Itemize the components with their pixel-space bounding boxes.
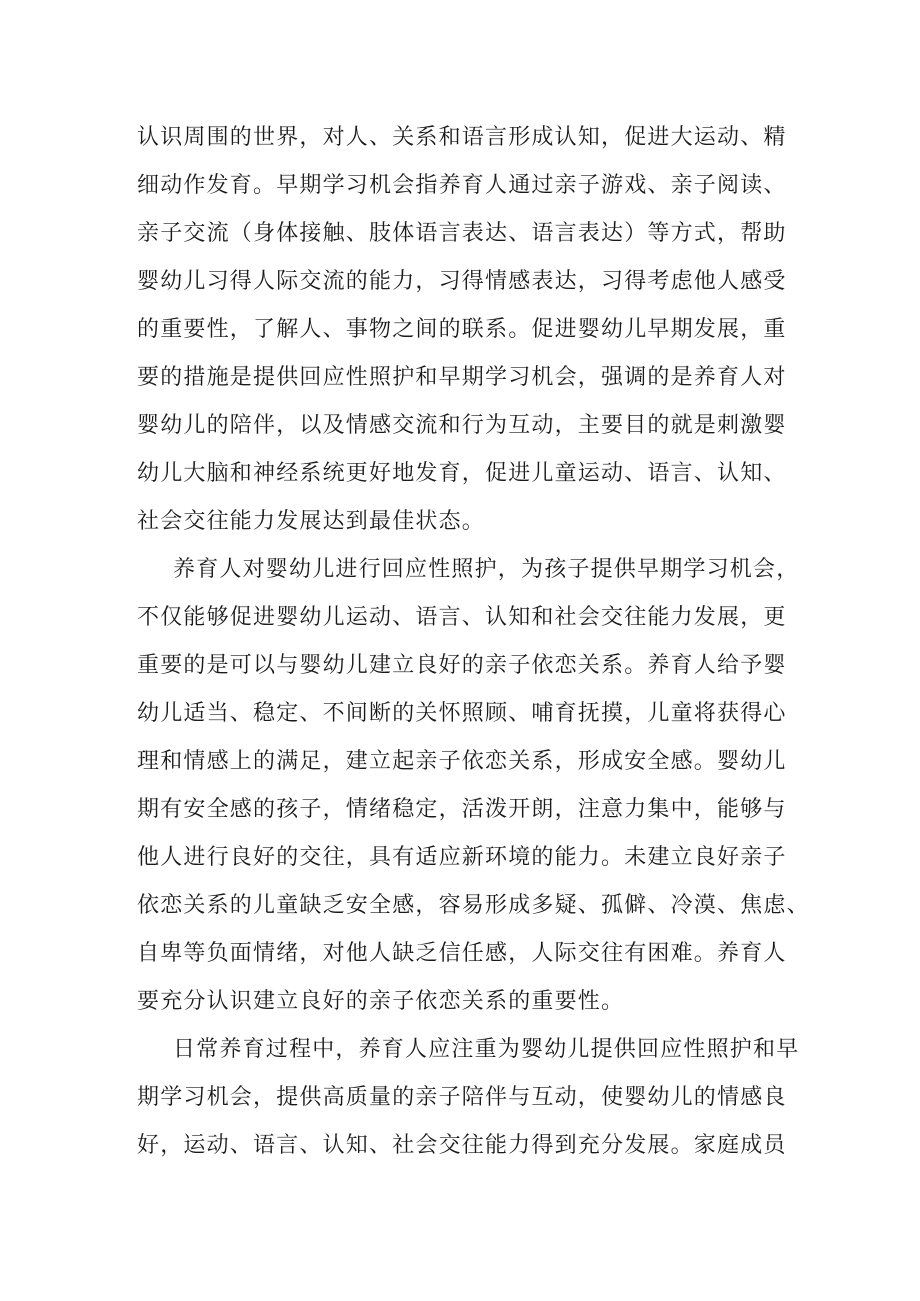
paragraph-2 bbox=[137, 546, 810, 1026]
text-line: 好，运动、语言、认知、社会交往能力得到充分发展。家庭成员 bbox=[137, 1133, 787, 1158]
text-line: 期有安全感的孩子，情绪稳定，活泼开朗，注意力集中，能够与 bbox=[137, 797, 787, 822]
text-line: 依恋关系的儿童缺乏安全感，容易形成多疑、孤僻、冷漠、焦虑、 bbox=[137, 893, 810, 918]
text-line: 养育人对婴幼儿进行回应性照护，为孩子提供早期学习机会， bbox=[173, 557, 800, 582]
text-line: 细动作发育。早期学习机会指养育人通过亲子游戏、亲子阅读、 bbox=[137, 173, 787, 198]
text-line: 婴幼儿习得人际交流的能力，习得情感表达，习得考虑他人感受 bbox=[137, 269, 787, 294]
text-line: 理和情感上的满足，建立起亲子依恋关系，形成安全感。婴幼儿 bbox=[137, 749, 787, 774]
text-line: 婴幼儿的陪伴，以及情感交流和行为互动，主要目的就是刺激婴 bbox=[137, 413, 787, 438]
text-line: 亲子交流（身体接触、肢体语言表达、语言表达）等方式，帮助 bbox=[137, 221, 787, 246]
text-line: 自卑等负面情绪，对他人缺乏信任感，人际交往有困难。养育人 bbox=[137, 941, 787, 966]
body-text bbox=[137, 114, 810, 1170]
text-line: 幼儿适当、稳定、不间断的关怀照顾、哺育抚摸，儿童将获得心 bbox=[137, 701, 787, 726]
text-line: 要的措施是提供回应性照护和早期学习机会，强调的是养育人对 bbox=[137, 365, 787, 390]
text-line: 幼儿大脑和神经系统更好地发育，促进儿童运动、语言、认知、 bbox=[137, 461, 787, 486]
text-line: 重要的是可以与婴幼儿建立良好的亲子依恋关系。养育人给予婴 bbox=[137, 653, 787, 678]
text-line: 不仅能够促进婴幼儿运动、语言、认知和社会交往能力发展，更 bbox=[137, 605, 787, 630]
text-line: 的重要性，了解人、事物之间的联系。促进婴幼儿早期发展，重 bbox=[137, 317, 787, 342]
paragraph-1 bbox=[137, 114, 797, 546]
text-line: 他人进行良好的交往，具有适应新环境的能力。未建立良好亲子 bbox=[137, 845, 787, 870]
text-line: 要充分认识建立良好的亲子依恋关系的重要性。 bbox=[137, 989, 625, 1014]
text-line: 认识周围的世界，对人、关系和语言形成认知，促进大运动、精 bbox=[137, 125, 787, 150]
text-line: 期学习机会，提供高质量的亲子陪伴与互动，使婴幼儿的情感良 bbox=[137, 1085, 787, 1110]
paragraph-3 bbox=[137, 1026, 800, 1170]
text-line: 日常养育过程中，养育人应注重为婴幼儿提供回应性照护和早 bbox=[173, 1037, 800, 1062]
text-line: 社会交往能力发展达到最佳状态。 bbox=[137, 509, 486, 534]
